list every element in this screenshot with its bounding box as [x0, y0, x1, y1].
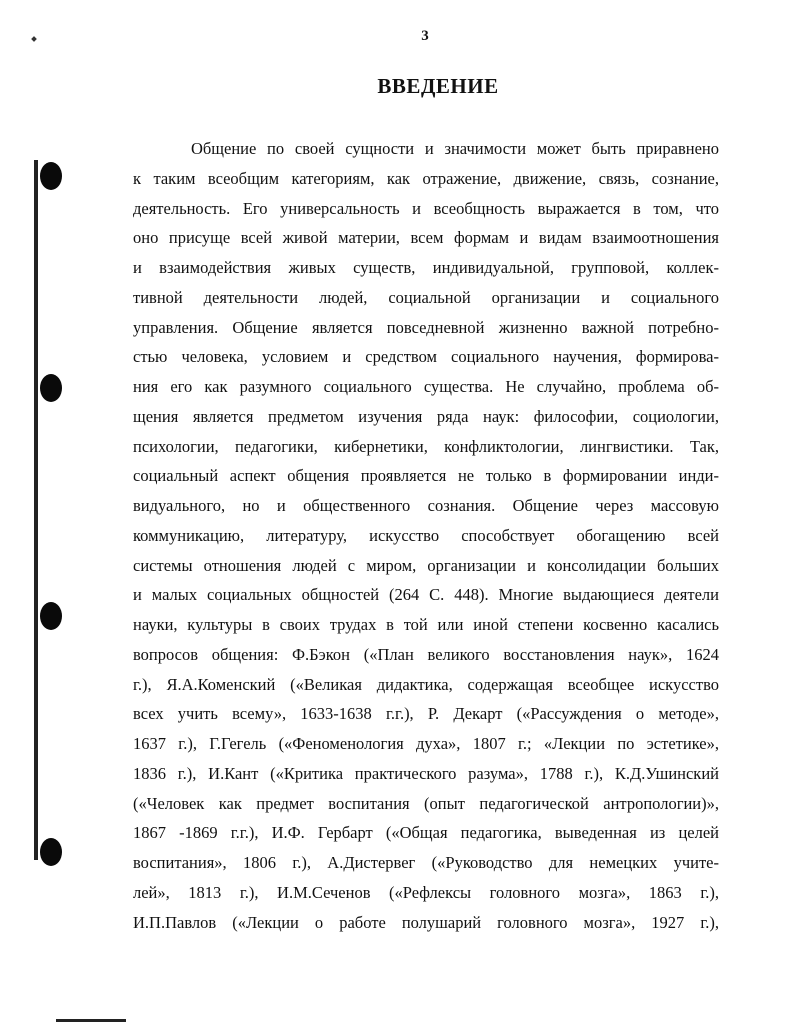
punch-hole: [40, 602, 62, 630]
text-line: И.П.Павлов («Лекции о работе полушарий головного мозга», 1927 г.),: [133, 912, 719, 932]
punch-hole: [40, 838, 62, 866]
text-line: оно присуще всей живой материи, всем формам и видам взаимоотношения: [133, 228, 719, 248]
text-line: деятельность. Его универсальность и всеобщность выражается в том, что: [133, 198, 719, 218]
text-line: тивной деятельности людей, социальной организации и социального: [133, 287, 719, 307]
page-title: ВВЕДЕНИЕ: [377, 74, 499, 98]
text-line: Общение по своей сущности и значимости может быть приравнено: [191, 139, 719, 158]
text-line: социальный аспект общения проявляется не только в формировании инди-: [133, 466, 719, 486]
text-line: всех учить всему», 1633-1638 г.г.), Р. Декарт («Рассуждения о методе»,: [133, 704, 719, 724]
text-line: и малых социальных общностей (264 С. 448). Многие выдающиеся деятели: [133, 585, 719, 605]
text-line: системы отношения людей с миром, организации и консолидации больших: [133, 555, 719, 575]
page-number: 3: [421, 28, 429, 44]
text-line: лей», 1813 г.), И.М.Сеченов («Рефлексы головного мозга», 1863 г.),: [133, 882, 719, 902]
text-line: психологии, педагогики, кибернетики, конфликтологии, лингвистики. Так,: [133, 436, 719, 456]
text-line: к таким всеобщим категориям, как отражение, движение, связь, сознание,: [133, 168, 719, 188]
text-line: коммуникацию, литературу, искусство способствует обогащению всей: [133, 525, 719, 545]
text-line: и взаимодействия живых существ, индивидуальной, групповой, коллек-: [133, 258, 719, 277]
text-line: щения является предметом изучения ряда наук: философии, социологии,: [133, 406, 719, 426]
text-line: («Человек как предмет воспитания (опыт педагогической антропологии)»,: [133, 793, 719, 813]
body-paragraph: [133, 134, 719, 937]
text-line: науки, культуры в своих трудах в той или иной степени косвенно касались: [133, 615, 719, 634]
text-line: вопросов общения: Ф.Бэкон («План великого восстановления наук», 1624: [133, 644, 719, 664]
bottom-rule: [56, 1019, 126, 1022]
text-line: управления. Общение является повседневной жизненно важной потребно-: [133, 317, 719, 337]
text-line: воспитания», 1806 г.), А.Дистервег («Руководство для немецких учите-: [133, 853, 719, 872]
text-line: стью человека, условием и средством социального научения, формирова-: [133, 347, 719, 367]
text-line: ния его как разумного социального существа. Не случайно, проблема об-: [133, 377, 719, 396]
text-line: 1836 г.), И.Кант («Критика практического разума», 1788 г.), К.Д.Ушинский: [133, 763, 719, 783]
text-line: 1867 -1869 г.г.), И.Ф. Гербарт («Общая педагогика, выведенная из целей: [133, 823, 719, 843]
text-line: видуального, но и общественного сознания. Общение через массовую: [133, 496, 719, 515]
binding-edge: [34, 160, 38, 860]
text-line: г.), Я.А.Коменский («Великая дидактика, содержащая всеобщее искусство: [133, 674, 719, 694]
text-line: 1637 г.), Г.Гегель («Феноменология духа», 1807 г.; «Лекции по эстетике»,: [133, 734, 719, 753]
punch-hole: [40, 162, 62, 190]
punch-hole: [40, 374, 62, 402]
